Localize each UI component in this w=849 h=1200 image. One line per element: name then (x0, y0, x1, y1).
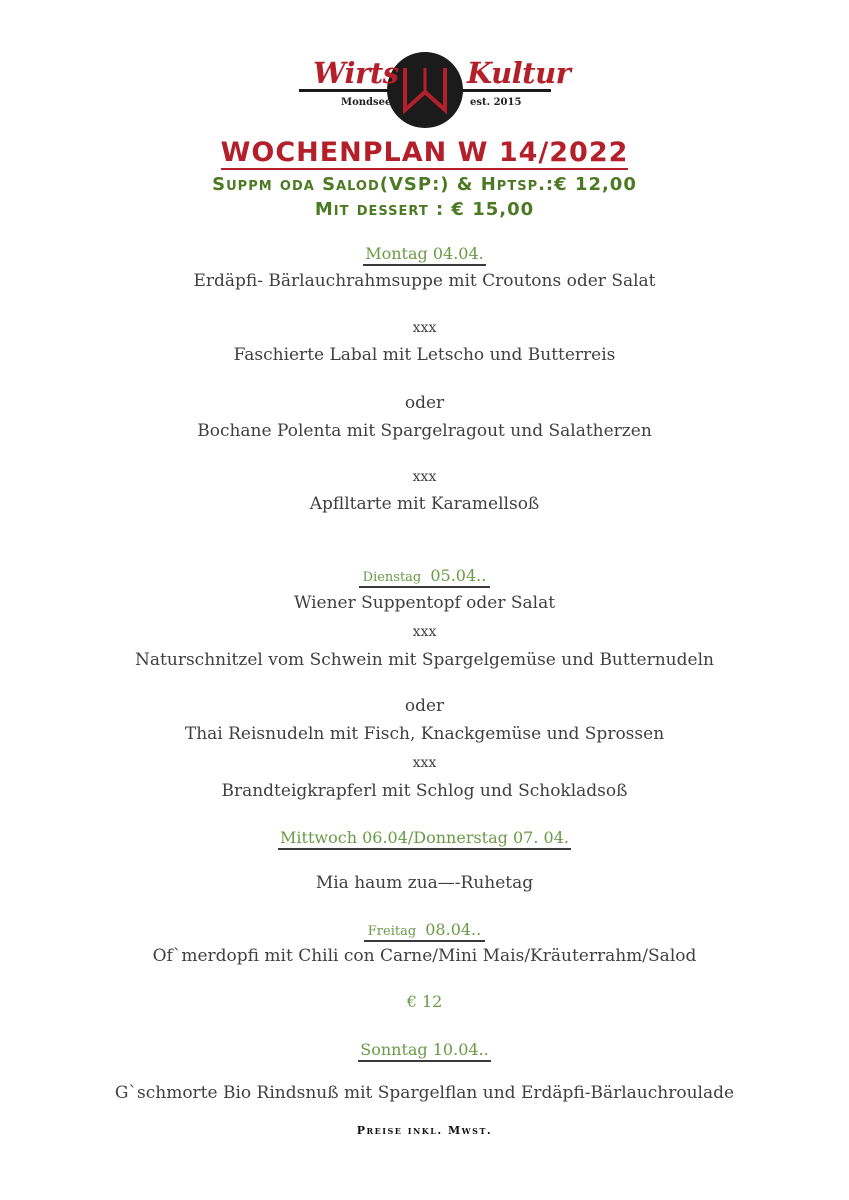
menu-line: Naturschnitzel vom Schwein mit Spargelgemüse und Butternudeln (135, 650, 714, 670)
menu-or: oder (404, 696, 445, 716)
page-title: WOCHENPLAN W 14/2022 (220, 137, 629, 168)
price-line-dessert: Mit dessert : € 15,00 (314, 199, 535, 220)
menu-line: Bochane Polenta mit Spargelragout und Salatherzen (197, 421, 652, 441)
logo-left-word: Wirts (313, 56, 399, 90)
menu-or: oder (404, 393, 445, 413)
day-heading-sonntag: Sonntag 10.04.. (0, 1040, 849, 1059)
menu-line: Thai Reisnudeln mit Fisch, Knackgemüse und Sprossen (184, 724, 665, 744)
menu-line: Apflltarte mit Karamellsoß (309, 494, 540, 514)
logo-established: est. 2015 (470, 97, 522, 108)
footer-note: Preise inkl. Mwst. (356, 1124, 493, 1137)
day-heading-mittwoch-donnerstag: Mittwoch 06.04/Donnerstag 07. 04. (0, 828, 849, 847)
day-heading-montag: Montag 04.04. (0, 244, 849, 263)
menu-line: Brandteigkrapferl mit Schlog und Schokladsoß (221, 781, 628, 801)
logo-location: Mondsee (341, 97, 392, 108)
price-tag: € 12 (406, 992, 443, 1011)
wk-monogram-icon (399, 64, 451, 116)
menu-line: Of`merdopfi mit Chili con Carne/Mini Mais/Kräuterrahm/Salod (152, 946, 697, 966)
menu-line: Wiener Suppentopf oder Salat (293, 593, 556, 613)
day-heading-freitag: Freitag 08.04.. (0, 920, 849, 939)
menu-separator: xxx (412, 320, 437, 336)
logo (299, 52, 571, 130)
day-heading-dienstag: Dienstag 05.04.. (0, 566, 849, 585)
menu-line: Faschierte Labal mit Letscho und Butterreis (233, 345, 616, 365)
menu-line: G`schmorte Bio Rindsnuß mit Spargelflan und Erdäpfi-Bärlauchroulade (114, 1083, 735, 1103)
menu-separator: xxx (412, 469, 437, 485)
logo-right-word: Kultur (467, 56, 571, 90)
menu-separator: xxx (412, 624, 437, 640)
menu-line: Erdäpfi- Bärlauchrahmsuppe mit Croutons oder Salat (193, 271, 656, 291)
price-line-main: Suppm oda Salod(VSP:) & Hptsp.:€ 12,00 (212, 174, 637, 195)
menu-separator: xxx (412, 755, 437, 771)
menu-line: Mia haum zua—-Ruhetag (315, 873, 534, 893)
